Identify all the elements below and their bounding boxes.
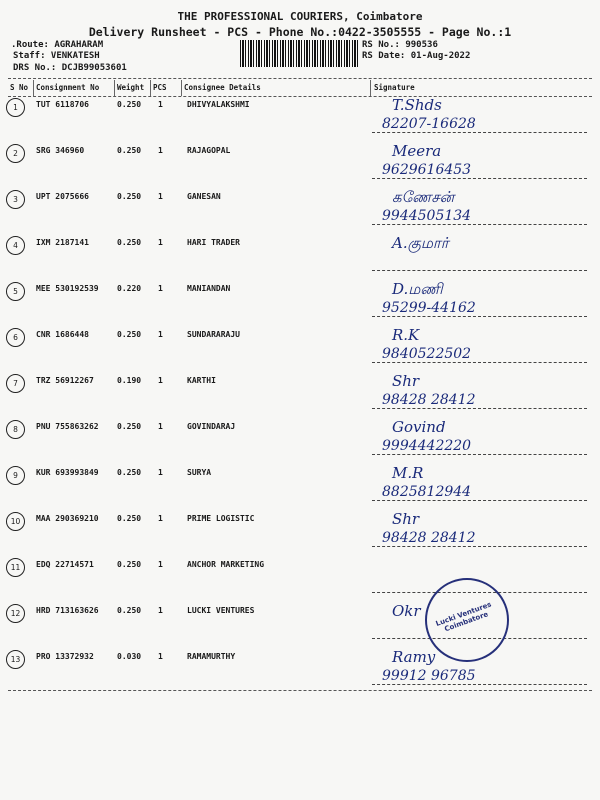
row-consignment: TRZ 56912267: [36, 376, 94, 385]
row-pcs: 1: [158, 238, 163, 247]
row-signature-line: [372, 316, 587, 317]
row-consignment: MAA 290369210: [36, 514, 99, 523]
row-pcs: 1: [158, 376, 163, 385]
row-signature: Shr: [392, 510, 420, 528]
stamp-text: Lucki Ventures Coimbatore: [434, 600, 493, 634]
col-consignment: Consignment No: [36, 83, 100, 92]
row-pcs: 1: [158, 514, 163, 523]
row-pcs: 1: [158, 100, 163, 109]
row-weight: 0.190: [117, 376, 142, 385]
row-consignee: KARTHI: [187, 376, 216, 385]
row-consignment: KUR 693993849: [36, 468, 99, 477]
row-phone: 95299-44162: [382, 300, 476, 316]
col-consignee: Consignee Details: [184, 83, 261, 92]
row-sno-circle: 9: [6, 466, 25, 485]
row-sno-circle: 12: [6, 604, 25, 623]
row-consignment: TUT 6118706: [36, 100, 89, 109]
row-phone: 98428 28412: [382, 530, 476, 546]
row-sno-circle: 8: [6, 420, 25, 439]
row-weight: 0.250: [117, 146, 142, 155]
row-signature: M.R: [392, 464, 424, 482]
rs-date: RS Date: 01-Aug-2022: [362, 51, 471, 61]
col-divider: [370, 80, 371, 96]
col-divider: [150, 80, 151, 96]
header-bottom-rule: [8, 96, 592, 97]
runsheet-title: Delivery Runsheet - PCS - Phone No.:0422-3505555 - Page No.:1: [88, 25, 512, 39]
route: .Route: AGRAHARAM: [11, 40, 104, 50]
row-signature-line: [372, 362, 587, 363]
row-consignee: ANCHOR MARKETING: [187, 560, 265, 569]
row-consignee: DHIVYALAKSHMI: [187, 100, 250, 109]
row-phone: 9944505134: [382, 208, 472, 224]
row-sno-circle: 1: [6, 98, 25, 117]
row-signature: Ramy: [392, 648, 436, 666]
row-sno-circle: 2: [6, 144, 25, 163]
row-signature-line: [372, 408, 587, 409]
row-pcs: 1: [158, 146, 163, 155]
row-sno-circle: 11: [6, 558, 25, 577]
row-sno-circle: 5: [6, 282, 25, 301]
row-signature: T.Shds: [392, 96, 442, 114]
row-signature: கணேசன்: [392, 188, 455, 206]
row-signature-line: [372, 546, 587, 547]
row-weight: 0.250: [117, 192, 142, 201]
row-signature: Meera: [392, 142, 442, 160]
row-phone: 98428 28412: [382, 392, 476, 408]
row-weight: 0.220: [117, 284, 142, 293]
row-signature: A.குமார்: [392, 234, 449, 252]
row-pcs: 1: [158, 284, 163, 293]
row-pcs: 1: [158, 468, 163, 477]
row-signature: Okr: [392, 602, 421, 620]
row-consignee: PRIME LOGISTIC: [187, 514, 255, 523]
row-signature: R.K: [392, 326, 420, 344]
header-top-rule: [8, 78, 592, 79]
row-consignment: PRO 13372932: [36, 652, 94, 661]
row-consignment: IXM 2187141: [36, 238, 89, 247]
drs-number: DRS No.: DCJB99053601: [13, 63, 127, 73]
col-pcs: PCS: [153, 83, 167, 92]
col-sno: S No: [10, 83, 29, 92]
row-phone: 82207-16628: [382, 116, 476, 132]
row-pcs: 1: [158, 330, 163, 339]
row-pcs: 1: [158, 422, 163, 431]
row-pcs: 1: [158, 652, 163, 661]
col-weight: Weight: [117, 83, 145, 92]
row-weight: 0.250: [117, 100, 142, 109]
row-consignment: CNR 1686448: [36, 330, 89, 339]
row-consignee: SURYA: [187, 468, 212, 477]
row-signature-line: [372, 178, 587, 179]
table-end-rule: [8, 690, 592, 691]
col-divider: [181, 80, 182, 96]
row-pcs: 1: [158, 192, 163, 201]
row-signature-line: [372, 270, 587, 271]
row-consignee: MANIANDAN: [187, 284, 231, 293]
row-consignee: GOVINDARAJ: [187, 422, 236, 431]
row-pcs: 1: [158, 560, 163, 569]
row-weight: 0.250: [117, 330, 142, 339]
row-weight: 0.250: [117, 422, 142, 431]
row-consignee: GANESAN: [187, 192, 221, 201]
row-sno-circle: 10: [6, 512, 25, 531]
row-consignee: RAJAGOPAL: [187, 146, 231, 155]
row-phone: 9629616453: [382, 162, 472, 178]
row-weight: 0.250: [117, 468, 142, 477]
row-signature-line: [372, 684, 587, 685]
col-divider: [114, 80, 115, 96]
barcode: [240, 40, 358, 67]
row-consignment: PNU 755863262: [36, 422, 99, 431]
row-consignment: HRD 713163626: [36, 606, 99, 615]
row-consignment: MEE 530192539: [36, 284, 99, 293]
row-signature: Govind: [392, 418, 446, 436]
row-consignee: HARI TRADER: [187, 238, 240, 247]
row-weight: 0.030: [117, 652, 142, 661]
row-sno-circle: 6: [6, 328, 25, 347]
row-pcs: 1: [158, 606, 163, 615]
row-signature: Shr: [392, 372, 420, 390]
row-consignee: SUNDARARAJU: [187, 330, 240, 339]
col-divider: [33, 80, 34, 96]
row-phone: 99912 96785: [382, 668, 476, 684]
row-sno-circle: 3: [6, 190, 25, 209]
row-weight: 0.250: [117, 606, 142, 615]
row-weight: 0.250: [117, 514, 142, 523]
row-phone: 9994442220: [382, 438, 472, 454]
row-consignment: EDQ 22714571: [36, 560, 94, 569]
row-consignee: LUCKI VENTURES: [187, 606, 255, 615]
row-sno-circle: 4: [6, 236, 25, 255]
row-consignment: UPT 2075666: [36, 192, 89, 201]
row-weight: 0.250: [117, 238, 142, 247]
row-weight: 0.250: [117, 560, 142, 569]
staff: Staff: VENKATESH: [13, 51, 100, 61]
row-sno-circle: 13: [6, 650, 25, 669]
row-consignment: SRG 346960: [36, 146, 85, 155]
row-sno-circle: 7: [6, 374, 25, 393]
row-consignee: RAMAMURTHY: [187, 652, 236, 661]
row-phone: 8825812944: [382, 484, 472, 500]
company-name: THE PROFESSIONAL COURIERS, Coimbatore: [177, 10, 423, 23]
row-phone: 9840522502: [382, 346, 472, 362]
row-signature: D.மணி: [392, 280, 443, 298]
row-signature-line: [372, 500, 587, 501]
col-signature: Signature: [374, 83, 415, 92]
row-signature-line: [372, 132, 587, 133]
row-signature-line: [372, 454, 587, 455]
rs-number: RS No.: 990536: [362, 40, 438, 50]
row-signature-line: [372, 224, 587, 225]
